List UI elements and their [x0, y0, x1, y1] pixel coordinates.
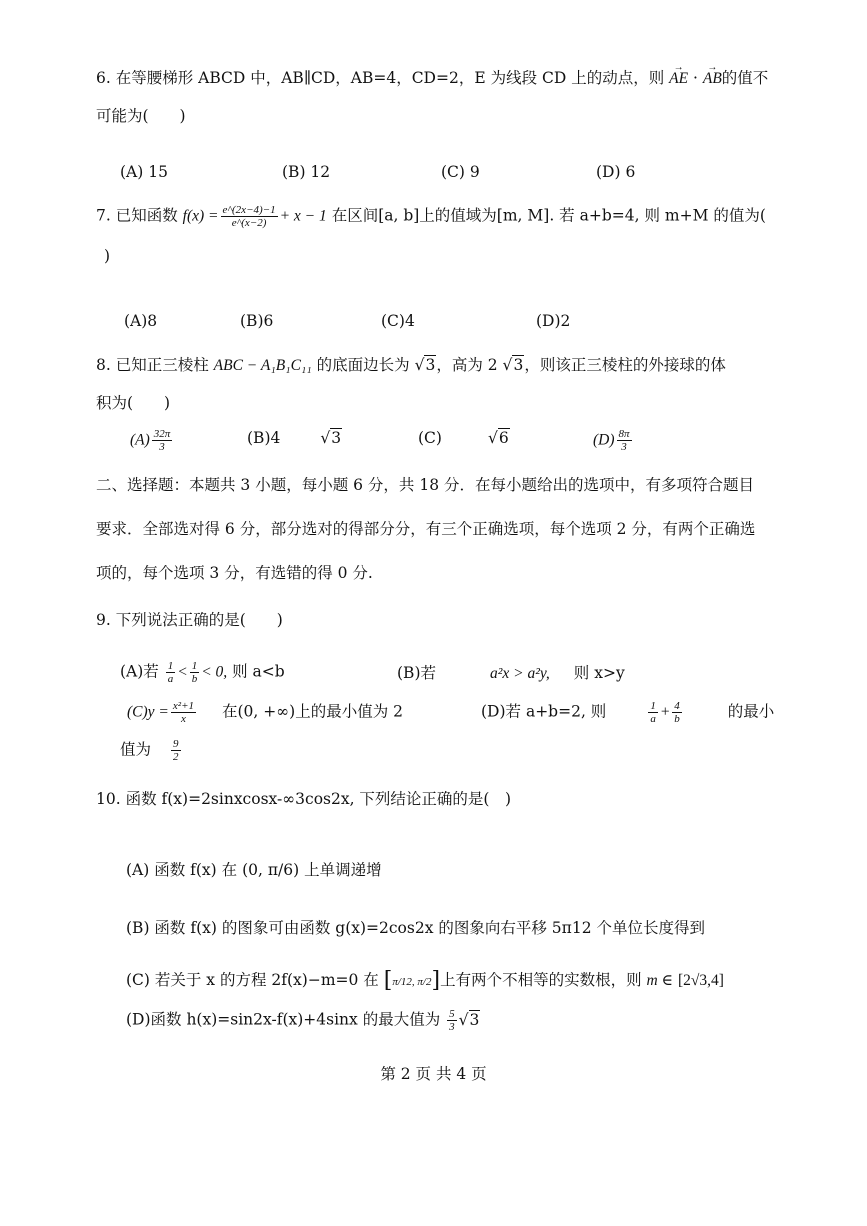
- q10-option-c: (C) 若关于 x 的方程 2f(x)−m=0 在 [π/12, π/2]上有两个不相等的实数根，则 m ∈ [2√3,4]: [126, 968, 724, 993]
- q9-option-b: (B)若 a²x > a²y, 则 x>y: [397, 664, 625, 682]
- q8-prefix: 8. 已知正三棱柱: [96, 356, 214, 374]
- q8-mid3: ，则该正三棱柱的外接球的体: [524, 356, 726, 374]
- q7-rest: 在区间[a, b]上的值域为[m, M]. 若 a+b=4, 则 m+M 的值为(: [326, 206, 766, 225]
- q7-option-c: (C)4: [381, 312, 415, 330]
- q6-option-d: (D) 6: [596, 163, 636, 181]
- q8-line1: [96, 355, 726, 376]
- q8-option-a: (A) $\frac{32\pi}{3}$: [130, 428, 171, 453]
- q8-prism: ABC − A₁B₁C₁₁: [213, 357, 312, 374]
- q10-option-a: (A) 函数 f(x) 在 (0, π/6) 上单调递增: [126, 861, 382, 879]
- q8-sqrt3-b: √3: [502, 356, 524, 374]
- q7-line2: ): [104, 247, 111, 265]
- q9-option-a: (A)若 $\frac{1}{a}$ < $\frac{1}{b}$ < 0, 则 a<b: [120, 660, 285, 685]
- page-footer: 第 2 页 共 4 页: [380, 1065, 487, 1083]
- q8-line2: 积为( ): [96, 394, 171, 412]
- q6-line2: 可能为( ): [96, 107, 186, 125]
- q7-tail: + x − 1: [279, 207, 327, 225]
- q10-stem: 10. 函数 f(x)=2sinxcosx-∞3cos2x, 下列结论正确的是( ): [96, 790, 512, 808]
- q10-option-b: (B) 函数 f(x) 的图象可由函数 g(x)=2cos2x 的图象向右平移 5π12 个单位长度得到: [126, 919, 705, 937]
- q7-prefix: 7. 已知函数: [96, 206, 183, 225]
- q8-option-b: (B)4 √3: [247, 429, 342, 447]
- q7-option-d: (D)2: [536, 312, 571, 330]
- q6-option-a: (A) 15: [120, 163, 168, 181]
- q7-numerator: e^(2x−4)−1: [222, 204, 276, 216]
- section2-line2: 要求．全部选对得 6 分，部分选对的得部分分，有三个正确选项，每个选项 2 分，有两个正确选: [96, 520, 756, 538]
- q8-sqrt3-a: √3: [414, 356, 436, 374]
- dot-operator: ·: [688, 69, 703, 87]
- q7-option-a: (A)8: [124, 312, 158, 330]
- q6-option-c: (C) 9: [441, 163, 480, 181]
- q6-stem-end: 的值不: [721, 69, 769, 87]
- vector-ab: → AB: [703, 69, 722, 89]
- q8-mid2: ，高为 2: [436, 356, 503, 374]
- q7-denominator: e^(x−2): [231, 217, 267, 229]
- q6-stem: 6. 在等腰梯形 ABCD 中，AB∥CD，AB=4，CD=2，E 为线段 CD 上的动点，则: [96, 69, 670, 87]
- q8-option-d: (D) $\frac{8\pi}{3}$: [593, 428, 630, 453]
- q7-line1: [96, 204, 766, 229]
- q7-fx: f(x) =: [182, 207, 219, 225]
- q9-option-d: (D)若 a+b=2, 则 $\frac{1}{a}$ + $\frac{4}{b}$ 的最小: [481, 700, 775, 725]
- vector-ae: → AE: [669, 69, 688, 89]
- section2-line3: 项的，每个选项 3 分，有选错的得 0 分.: [96, 564, 373, 582]
- q10-option-d: (D)函数 h(x)=sin2x-f(x)+4sinx 的最大值为 $\frac{5}{3}$ √3: [126, 1008, 480, 1033]
- q9-option-c: (C)y = $\frac{\text{x²+1}}{x}$ 在(0, +∞)上的最小值为 2: [127, 700, 403, 725]
- section2-line1: 二、选择题：本题共 3 小题，每小题 6 分，共 18 分．在每小题给出的选项中，有多项符合题目: [96, 476, 755, 494]
- q8-mid1: 的底面边长为: [311, 356, 415, 374]
- q7-option-b: (B)6: [240, 312, 274, 330]
- q9-stem: 9. 下列说法正确的是( ): [96, 611, 283, 629]
- q9-option-d-continued: 值为 $\frac{9}{2}$: [120, 738, 179, 763]
- q6-line1: [96, 68, 768, 89]
- q6-option-b: (B) 12: [282, 163, 331, 181]
- q8-option-c: (C) √6: [418, 429, 509, 447]
- q7-fraction: [221, 204, 278, 229]
